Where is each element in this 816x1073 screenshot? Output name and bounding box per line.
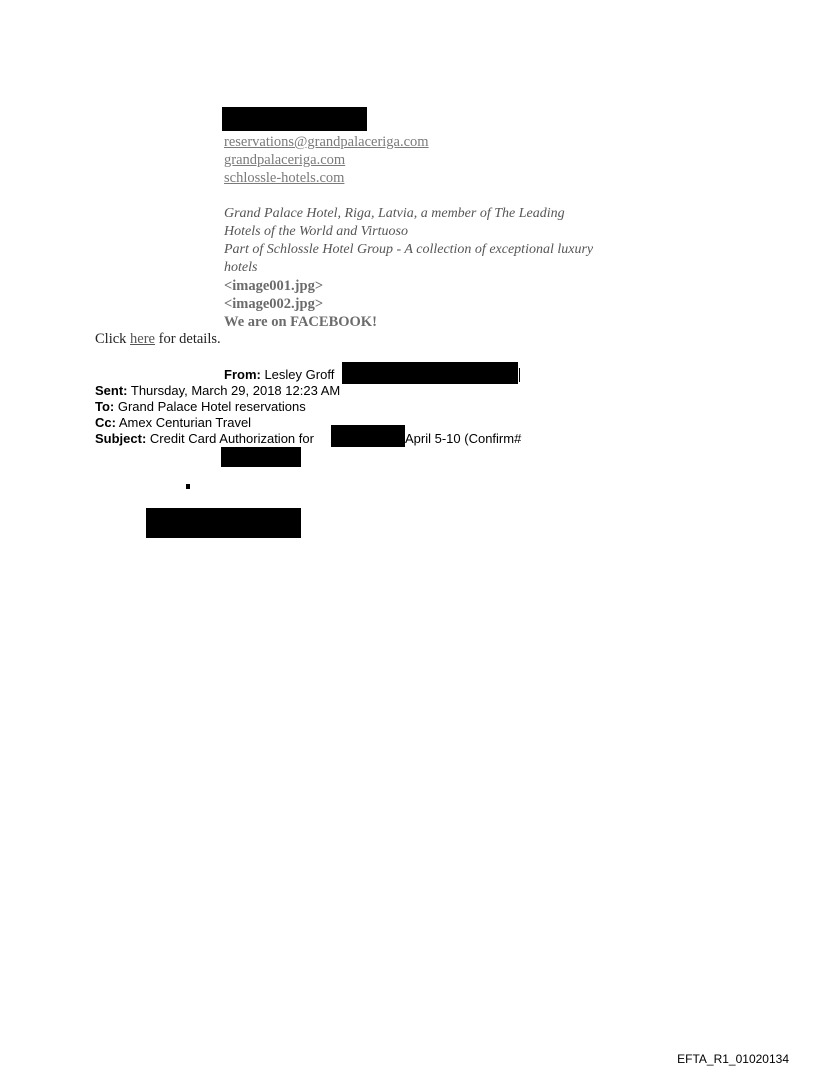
to-line [95, 399, 306, 415]
hotel-tagline-line4: hotels [224, 260, 258, 275]
image-placeholder-2: <image002.jpg> [224, 296, 324, 312]
subject-label: Subject: [95, 431, 147, 446]
cc-value: Amex Centurian Travel [115, 415, 252, 430]
click-here-line [95, 330, 221, 348]
redaction-sender-name [222, 107, 367, 131]
from-value: Lesley Groff [260, 367, 335, 382]
document-id: EFTA_R1_01020134 [677, 1052, 789, 1066]
website-link-grandpalace[interactable]: grandpalaceriga.com [224, 152, 346, 168]
sent-label: Sent: [95, 383, 128, 398]
click-suffix: for details. [155, 331, 221, 347]
facebook-notice: We are on FACEBOOK! [224, 314, 377, 330]
subject-value-a: Credit Card Authorization for [146, 431, 314, 446]
hotel-tagline-line2: Hotels of the World and Virtuoso [224, 224, 408, 239]
here-link[interactable]: here [130, 331, 155, 347]
website-link-schlossle[interactable]: schlossle-hotels.com [224, 170, 345, 186]
click-prefix: Click [95, 331, 131, 347]
to-value: Grand Palace Hotel reservations [114, 399, 306, 414]
sent-value: Thursday, March 29, 2018 12:23 AM [127, 383, 341, 398]
hotel-tagline-line3: Part of Schlossle Hotel Group - A collection of exceptional luxury [224, 242, 594, 257]
subject-value-b: April 5-10 (Confirm# [405, 431, 522, 446]
redaction-body-block [146, 508, 301, 538]
redaction-confirm-number [221, 447, 301, 467]
redaction-from-email [342, 362, 518, 384]
bullet-mark [186, 484, 190, 489]
from-bracket [519, 368, 520, 382]
hotel-tagline-line1: Grand Palace Hotel, Riga, Latvia, a member of The Leading [224, 206, 565, 221]
cc-label: Cc: [95, 415, 116, 430]
subject-line [95, 431, 314, 447]
image-placeholder-1: <image001.jpg> [224, 278, 324, 294]
from-line [224, 367, 334, 383]
sent-line [95, 383, 340, 399]
cc-line [95, 415, 251, 431]
email-link[interactable]: reservations@grandpalaceriga.com [224, 134, 429, 150]
redaction-subject-name [331, 425, 405, 447]
from-label: From: [224, 367, 261, 382]
to-label: To: [95, 399, 115, 414]
